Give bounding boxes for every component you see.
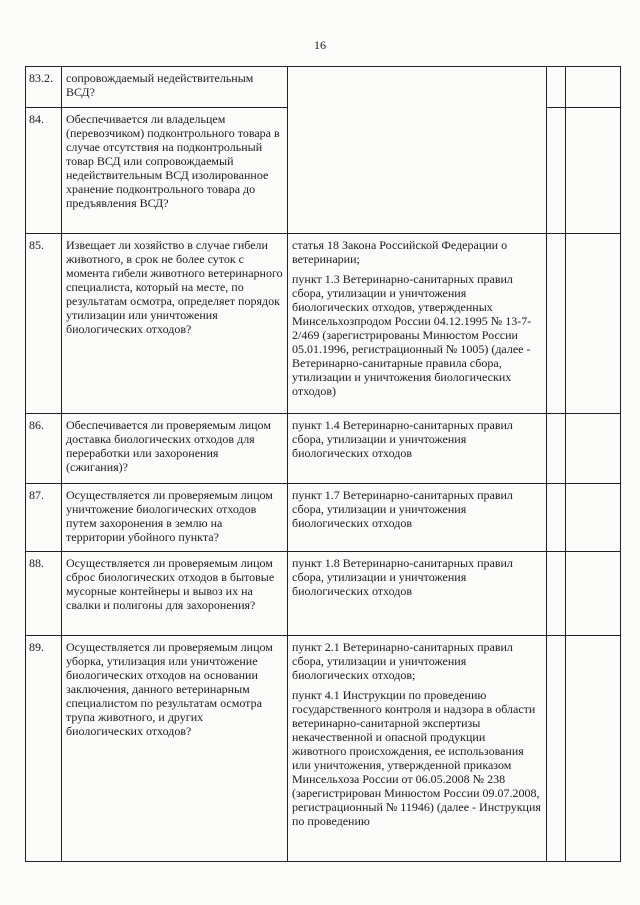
legal-reference: статья 18 Закона Российской Федерации о ветеринарии; xyxy=(292,238,508,266)
item-question: Осуществляется ли проверяемым лицом уборка, утилизация или уничтожение биологических отходов на основании заключения, данного ветеринарным специалистом по результатам осмотра трупа животного, и других биологических отходов? xyxy=(62,636,288,862)
item-number: 88. xyxy=(26,552,62,636)
item-question: Осуществляется ли проверяемым лицом уничтожение биологических отходов путем захоронения в землю на территории убойного пункта? xyxy=(62,484,288,552)
table-row xyxy=(26,234,621,414)
legal-reference-cell xyxy=(288,67,547,234)
table-row xyxy=(26,67,621,108)
table-row xyxy=(26,636,621,862)
answer-cell-yes xyxy=(547,234,566,414)
answer-cell-yes xyxy=(547,552,566,636)
answer-cell-yes xyxy=(547,636,566,862)
answer-cell-note xyxy=(566,636,621,862)
page-number: 16 xyxy=(314,38,326,52)
legal-reference: пункт 1.8 Ветеринарно-санитарных правил сбора, утилизации и уничтожения биологических отходов xyxy=(292,556,513,598)
item-question: сопровождаемый недействительным ВСД? xyxy=(62,67,288,108)
checklist-table xyxy=(25,66,621,862)
answer-cell-note xyxy=(566,414,621,484)
legal-reference: пункт 4.1 Инструкции по проведению государственного контроля и надзора в области ветеринарно-санитарной экспертизы некачественной и опасной продукции животного происхождения, ее использования или уничтожения, утвержденной приказом Минсельхоза России от 06.05.2008 № 238 (зарегистрирован Минюстом России 09.07.2008, регистрационный № 11946) (далее - Инструкция по проведению xyxy=(292,688,541,828)
item-question: Осуществляется ли проверяемым лицом сброс биологических отходов в бытовые мусорные контейнеры и вывоз их на свалки и полигоны для захоронения? xyxy=(62,552,288,636)
legal-reference-cell xyxy=(288,414,547,484)
item-number: 87. xyxy=(26,484,62,552)
legal-reference-cell xyxy=(288,636,547,862)
item-question: Извещает ли хозяйство в случае гибели животного, в срок не более суток с момента гибели животного ветеринарного специалиста, который на месте, по результатам осмотра, определяет порядок утилизации или уничтожения биологических отходов? xyxy=(62,234,288,414)
answer-cell-note xyxy=(566,552,621,636)
answer-cell-note xyxy=(566,484,621,552)
item-number: 85. xyxy=(26,234,62,414)
item-question: Обеспечивается ли проверяемым лицом доставка биологических отходов для переработки или захоронения (сжигания)? xyxy=(62,414,288,484)
answer-cell-yes xyxy=(547,108,566,234)
legal-reference: пункт 1.7 Ветеринарно-санитарных правил сбора, утилизации и уничтожения биологических отходов xyxy=(292,488,513,530)
answer-cell-yes xyxy=(547,67,566,108)
legal-reference: пункт 1.3 Ветеринарно-санитарных правил сбора, утилизации и уничтожения биологических отходов, утвержденных Минсельхозпродом России 04.12.1995 № 13-7-2/469 (зарегистрированы Минюстом России 05.01.1996, регистрационный № 1005) (далее - Ветеринарно-санитарные правила сбора, утилизации и уничтожения биологических отходов) xyxy=(292,272,532,398)
table-row xyxy=(26,484,621,552)
legal-reference: пункт 2.1 Ветеринарно-санитарных правил сбора, утилизации и уничтожения биологических отходов; xyxy=(292,640,513,682)
item-question: Обеспечивается ли владельцем (перевозчиком) подконтрольного товара в случае отсутствия на подконтрольный товар ВСД или сопровождаемый недействительным ВСД изолированное хранение подконтрольного товара до предъявления ВСД? xyxy=(62,108,288,234)
legal-reference-cell xyxy=(288,234,547,414)
table-row xyxy=(26,552,621,636)
legal-reference-cell xyxy=(288,552,547,636)
item-number: 84. xyxy=(26,108,62,234)
legal-reference: пункт 1.4 Ветеринарно-санитарных правил сбора, утилизации и уничтожения биологических отходов xyxy=(292,418,513,460)
item-number: 86. xyxy=(26,414,62,484)
answer-cell-note xyxy=(566,67,621,108)
answer-cell-yes xyxy=(547,414,566,484)
answer-cell-yes xyxy=(547,484,566,552)
item-number: 83.2. xyxy=(26,67,62,108)
item-number: 89. xyxy=(26,636,62,862)
answer-cell-note xyxy=(566,108,621,234)
answer-cell-note xyxy=(566,234,621,414)
table-row xyxy=(26,414,621,484)
legal-reference-cell xyxy=(288,484,547,552)
